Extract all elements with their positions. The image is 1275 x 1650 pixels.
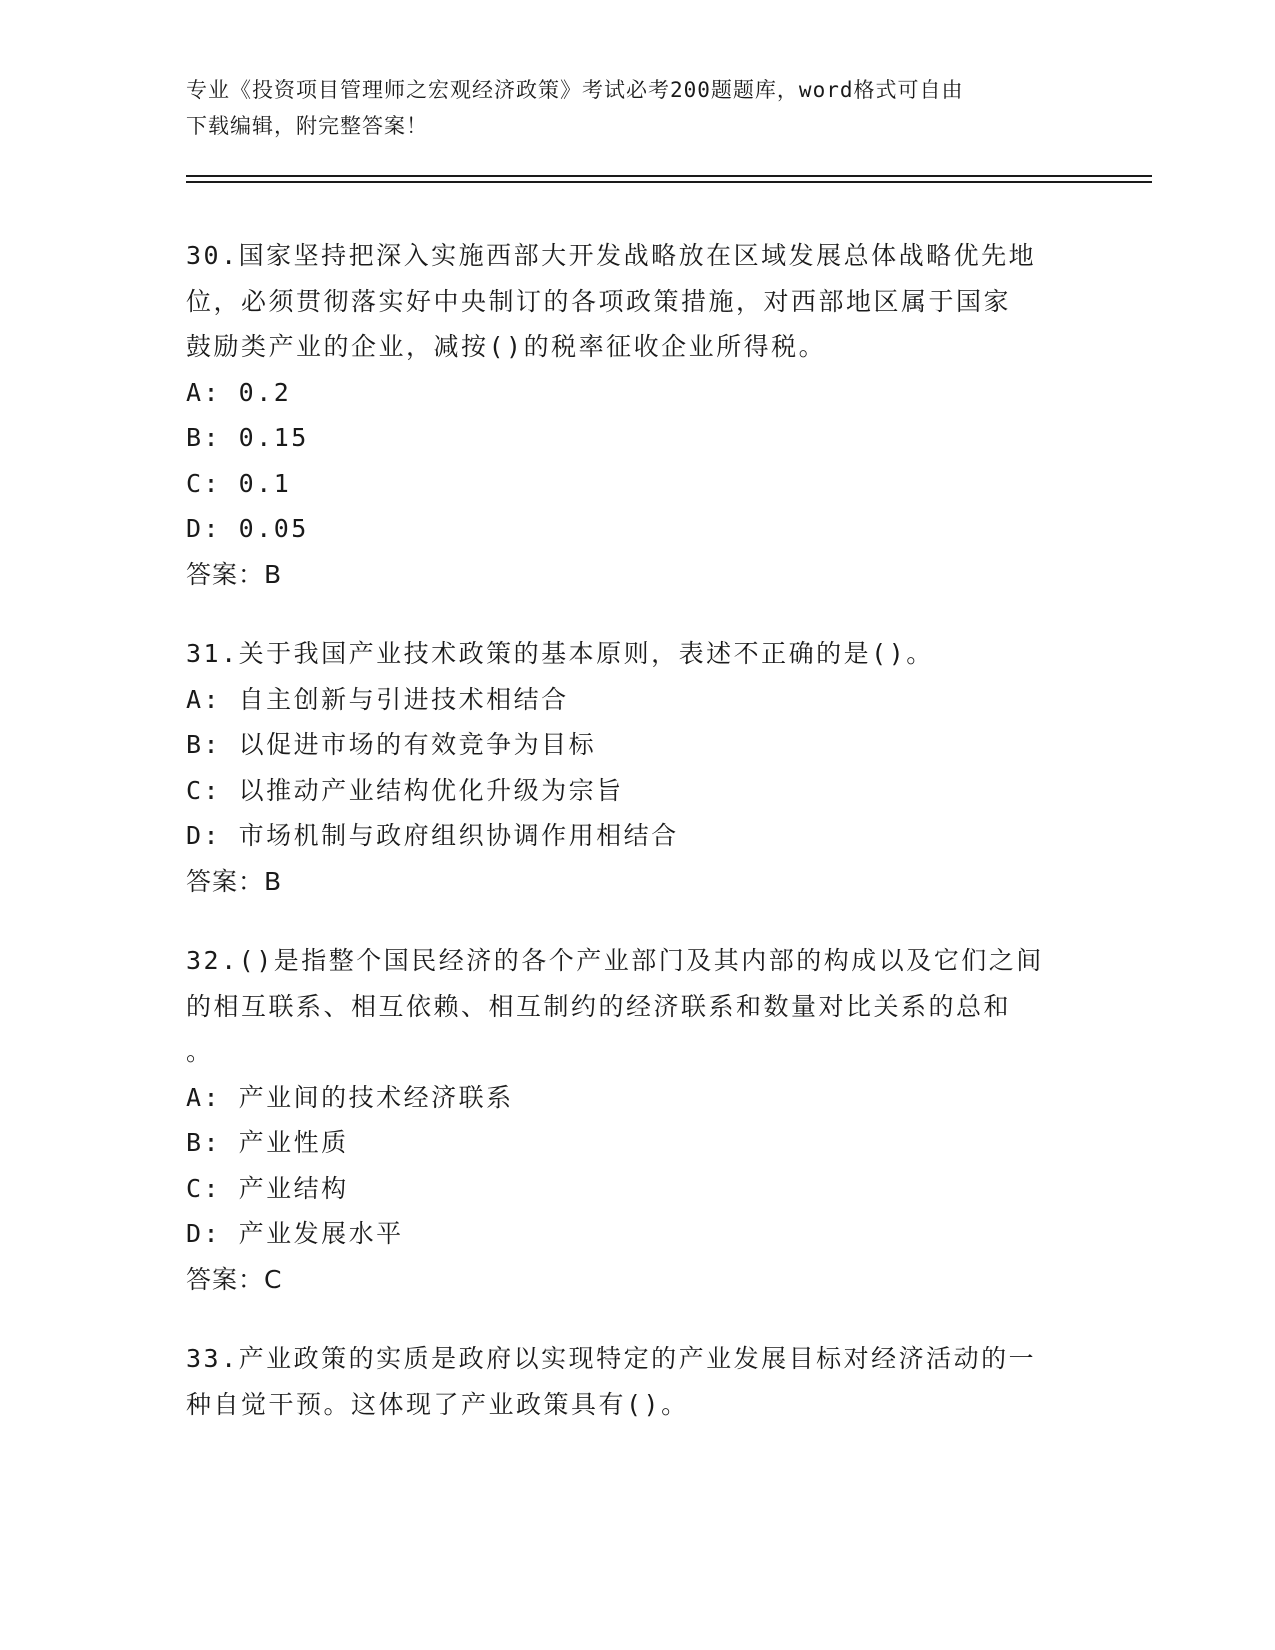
stem-line: 32.()是指整个国民经济的各个产业部门及其内部的构成以及它们之间 <box>186 946 1044 975</box>
stem-line: 鼓励类产业的企业，减按()的税率征收企业所得税。 <box>186 332 827 361</box>
stem-line: 的相互联系、相互依赖、相互制约的经济联系和数量对比关系的总和 <box>186 991 1012 1021</box>
stem-line: 种自觉干预。这体现了产业政策具有()。 <box>186 1389 689 1419</box>
stem-line: 33.产业政策的实质是政府以实现特定的产业发展目标对经济活动的一 <box>186 1344 1037 1373</box>
option-c: C: 0.1 <box>186 468 292 498</box>
option-a: A: 产业间的技术经济联系 <box>186 1082 514 1112</box>
option-d: D: 市场机制与政府组织协调作用相结合 <box>186 821 679 850</box>
question-stem <box>186 1336 1086 1427</box>
option-b: B: 产业性质 <box>186 1128 349 1157</box>
option-b: B: 0.15 <box>186 423 309 452</box>
option-d: D: 产业发展水平 <box>186 1219 404 1248</box>
stem-line: 。 <box>186 1037 214 1066</box>
answer-label: 答案：B <box>186 559 283 589</box>
question-33 <box>186 1336 1086 1427</box>
option-d: D: 0.05 <box>186 514 309 543</box>
question-32 <box>186 938 1086 1302</box>
header-line-1: 专业《投资项目管理师之宏观经济政策》考试必考200题题库，word格式可自由 <box>186 78 964 102</box>
question-stem <box>186 938 1086 1075</box>
question-31 <box>186 631 1086 904</box>
question-30 <box>186 233 1086 597</box>
option-c: C: 以推动产业结构优化升级为宗旨 <box>186 775 624 805</box>
answer-label: 答案：C <box>186 1264 283 1294</box>
header-divider-bottom <box>186 181 1152 183</box>
question-stem <box>186 233 1086 370</box>
stem-line: 30.国家坚持把深入实施西部大开发战略放在区域发展总体战略优先地 <box>186 241 1037 270</box>
option-c: C: 产业结构 <box>186 1173 349 1203</box>
stem-line: 位，必须贯彻落实好中央制订的各项政策措施，对西部地区属于国家 <box>186 286 1012 316</box>
question-stem <box>186 631 1086 677</box>
stem-line: 31.关于我国产业技术政策的基本原则，表述不正确的是()。 <box>186 639 934 668</box>
option-a: A: 0.2 <box>186 377 292 407</box>
answer-label: 答案：B <box>186 866 283 896</box>
option-a: A: 自主创新与引进技术相结合 <box>186 684 569 714</box>
header-line-2: 下载编辑，附完整答案！ <box>186 114 428 138</box>
option-b: B: 以促进市场的有效竞争为目标 <box>186 730 597 759</box>
question-list <box>186 233 1086 1461</box>
document-header <box>186 72 1066 144</box>
header-divider-top <box>186 175 1152 177</box>
